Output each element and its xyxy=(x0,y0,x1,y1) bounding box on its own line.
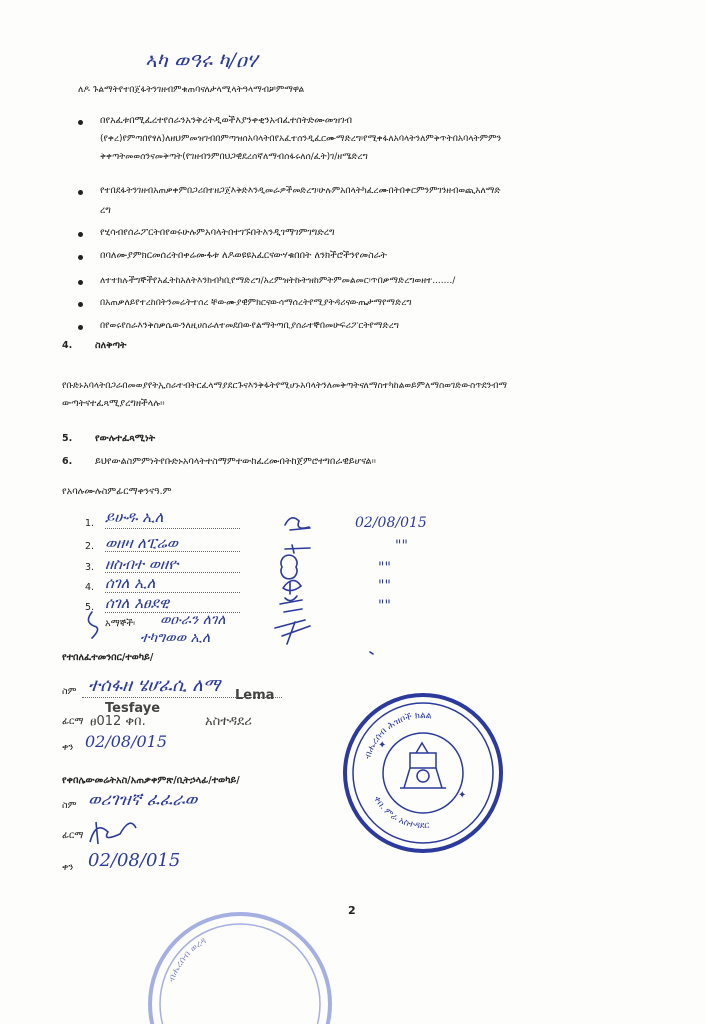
member-number: 2. xyxy=(85,541,95,552)
signature-mark xyxy=(285,545,310,553)
bullet-text: በየወሩየስራእንቅስቃሴውንለዚሀስራለተመደበውየልማትጣቢያሰራተኞበመሁፍሪፖርትየማድረግ xyxy=(100,321,399,331)
document-subtitle: ለዶ ጉልማትየተበጀፋትንገዘብምቁጠባናለታላሚላትዓላማብቻምማዋል xyxy=(78,85,305,95)
bullet-text: በአጠቃለይየተረከበትንመሬትተሰረ ቸውሙያዊምክርናውሳማሰረትየሚያትዳሪናውጤታማየማድረግ xyxy=(100,298,412,308)
member-date: "" xyxy=(378,560,391,576)
extra-member-name: ወዑራን ለገለ xyxy=(160,612,226,628)
giver-signature xyxy=(82,812,142,852)
section-5-number: 5. xyxy=(62,433,73,444)
member-number: 3. xyxy=(85,562,95,573)
receiver-date-value: 02/08/015 xyxy=(85,732,168,751)
member-date: 02/08/015 xyxy=(355,515,427,531)
section-4-body: ውጣትናተፈጻሚያረግዘችላሉ፡፡ xyxy=(62,398,165,409)
section-4-title: ስለቅጣት xyxy=(95,340,127,351)
receiver-stamp-role-2: አስተዳደሪ xyxy=(205,714,252,729)
bullet-text: በባለሙያምክርመሰረትበቀሬሙፋቱ ለዶወዩዩአፈርናውሃቁበበት ለንክችሮችንየመስራት xyxy=(100,250,387,261)
receiver-stamp-role: ፀ012 ቀበ. xyxy=(90,714,146,729)
member-date: "" xyxy=(395,538,408,554)
giver-name-value: ወሪገዝኛ ፈፈራወ xyxy=(88,790,198,810)
bullet-text: ለተተክሉችግኞችየአፈትከአለትእንክብካቢየማድረግ/አረምዝትኩትዝከምትምመልመር፡ጥበቃማድረግወዘተ......./ xyxy=(100,276,456,286)
member-name: ዘስብተ ወዘዮ xyxy=(105,555,179,573)
giver-name-label: ስም xyxy=(62,800,77,811)
signature-mark xyxy=(275,620,310,644)
seal-star-icon: ✦ xyxy=(458,790,467,801)
giver-date-value: 02/08/015 xyxy=(88,850,181,871)
bullet-text: (የቀረ)የምጣበየፃለ)ለዘህምመዝገብበምጣዝሰአባላትበየአፈተሰንዲፈርሙማድረግ፡የሚቀፋለአባላትንለምቅጥትበአባላትምምን xyxy=(100,134,502,144)
signature-mark xyxy=(280,596,302,612)
receiver-stamp-name-2: Lema xyxy=(235,688,275,703)
member-date: "" xyxy=(378,598,391,614)
seal-2-text: ብሔረሰብ ወረዳ xyxy=(166,936,209,984)
handwritten-title: ኣካ ወዓሩ ካ/ዐሃ xyxy=(145,48,258,72)
signature-mark xyxy=(283,580,301,594)
seal-star-icon: ✦ xyxy=(378,740,387,751)
member-name: ይሁዱ ኢለ xyxy=(105,508,164,526)
receiver-stamp-name: Tesfaye xyxy=(105,701,161,716)
bullet-text: የተበደፋትንገዘብአጠቃቀምበጋሪበተዘጋጀእቅድእንዲመራዎችመድረግ፡ሁሉምአበላትካፈረሙበትበቀርምንምገንዘብወጪአለማድ xyxy=(100,186,501,196)
member-date: "" xyxy=(378,578,391,594)
member-number: 1. xyxy=(85,518,95,529)
receiver-name-value: ተሰፋዘ ሄሆፈሲ ለማ xyxy=(88,675,221,696)
official-seal-partial xyxy=(140,884,340,1024)
signature-mark xyxy=(88,612,97,638)
member-name: ሰገለ እፀደዊ xyxy=(105,594,170,612)
receiver-heading: የተበለፈተመንበር/ተወካይ/ xyxy=(62,652,154,663)
signature-mark xyxy=(281,555,297,579)
section-4-body: የቡድኑአባላትበጋራበመወያየትኢስራተብትርፈላማያደርጉናእንቅፋትየሚሆኑአባላትንለመቅጣትናለማስተካከልወይምለማስወገድውስጥደንብማ xyxy=(62,381,508,391)
member-number: 5. xyxy=(85,602,95,613)
signature-mark xyxy=(285,518,310,530)
extra-members-label: አማኞች፡ xyxy=(105,618,136,629)
giver-date-label: ቀን xyxy=(62,862,74,873)
bullet-text: ረግ xyxy=(100,205,111,216)
receiver-signature-label: ፊርማ xyxy=(62,716,84,727)
bullet-text: ቅቀጣትመወሰንናመቅጣት(የገዘብንምበህጋዊደረሰኛለማብሰፋሩለሰ/ፈት)ገ/ዘሜድረግ xyxy=(100,152,368,162)
section-6-body: ይህየውልስምምነትየቡድኑአባላትተስማምተውከፈረሙበትከጀምሮተግበራዊይሆናል፡፡ xyxy=(95,456,376,467)
seal-bottom-text: ቀበ. ምራ አስተዳደር xyxy=(371,794,430,832)
member-name: ወዘዛ ለፒሬወ xyxy=(105,534,178,552)
seal-top-text: ብሔረሰብ ሕዝቦች ክልል xyxy=(362,710,433,761)
signature-mark xyxy=(370,652,373,654)
bullet-text: በየአፈቱበሚፈረተየሰራንአንቅረትዲወችእያንቀቂንአብፈተሰትድሙመዝገብ xyxy=(100,115,353,126)
bullet-text: የሂሳብየሰራፖርትበየወሩሁሉምአባላትበተገኙበትእንዲገማገምገግድረግ xyxy=(100,227,335,238)
giver-signature-label: ፊርማ xyxy=(62,830,84,841)
section-6-number: 6. xyxy=(62,456,73,467)
member-number: 4. xyxy=(85,582,95,593)
section-5-title: የውሉተፈጻሚነት xyxy=(95,433,156,444)
page-number: 2 xyxy=(348,904,356,917)
member-name: ሰገለ ኢለ xyxy=(105,574,156,592)
section-4-number: 4. xyxy=(62,340,73,351)
receiver-name-label: ስም xyxy=(62,686,77,697)
giver-heading: የቀበሌውመሬትአስ/አጠቃቀምጽ/ቢትኃላፊ/ተወካይ/ xyxy=(62,775,240,786)
receiver-date-label: ቀን xyxy=(62,742,74,753)
extra-member-name: ተካግወወ ኢለ xyxy=(140,630,211,646)
members-heading: የአባሉሙሉስምፊርማቀንናዓ.ም xyxy=(62,486,172,497)
official-seal xyxy=(338,688,508,858)
